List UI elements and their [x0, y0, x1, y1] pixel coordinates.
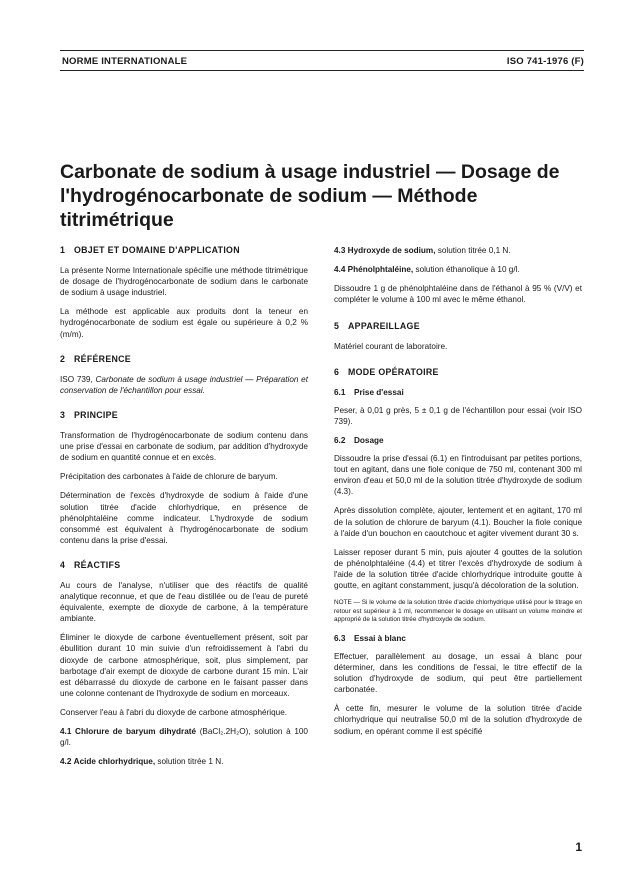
section-heading: 5 APPAREILLAGE [334, 321, 420, 332]
reagent-4-2: 4.2 Acide chlorhydrique, solution titrée 1 N. [60, 757, 224, 767]
header-standard-number: ISO 741-1976 (F) [506, 56, 584, 67]
title-line-2: l'hydrogénocarbonate de sodium — Méthode titrimétrique [60, 185, 478, 231]
reagent-4-1: 4.1 Chlorure de baryum dihydraté (BaCl₂.2H₂O), solution à 100 g/l. [60, 727, 308, 748]
page-number: 1 [575, 840, 582, 854]
subsection-heading: 6.3 Essai à blanc [334, 633, 406, 643]
paragraph: La méthode est applicable aux produits dont la teneur en hydrogénocarbonate de sodium est égale ou supérieure à 0,2 % (m/m). [60, 307, 308, 339]
left-column [60, 245, 308, 781]
section-1 [60, 245, 308, 340]
note: NOTE — Si le volume de la solution titrée d'acide chlorhydrique utilisé pour le titrage en retour est supérieur à 1 ml, recommencer le dosage en utilisant un volume moindre et approprié de la solution titrée d'hydroxyde de sodium. [334, 599, 582, 624]
section-heading: 4 RÉACTIFS [60, 559, 121, 570]
paragraph: Conserver l'eau à l'abri du dioxyde de carbone atmosphérique. [60, 707, 288, 717]
reagent-4-4: 4.4 Phénolphtaléine, solution éthanolique à 10 g/l. [334, 265, 520, 275]
section-heading: 3 PRINCIPE [60, 409, 118, 420]
subsection-heading: 6.1 Prise d'essai [334, 387, 404, 397]
section-3 [60, 410, 308, 546]
section-heading: 1 OBJET ET DOMAINE D'APPLICATION [60, 245, 240, 255]
reference: ISO 739, Carbonate de sodium à usage industriel — Préparation et conservation de l'échantillon pour essai. [60, 374, 308, 395]
paragraph: Effectuer, parallèlement au dosage, un essai à blanc pour déterminer, dans les conditions de l'essai, le titre effectif de la solution d'hydroxyde de sodium, qui peut être partiellement carbonatée. [334, 651, 582, 695]
header-standard-type: NORME INTERNATIONALE [62, 56, 188, 67]
paragraph: Éliminer le dioxyde de carbone éventuellement présent, soit par ébullition durant 10 min suivie d'un refroidissement à l'abri du dioxyde de carbone atmosphérique, soit, plus simplement, par barbotage d'air exempt de dioxyde de carbone durant 15 min. L'air est débarrassé du dioxyde de carbone en le faisant passer dans une colonne contenant de l'hydroxyde de sodium en morceaux. [60, 633, 308, 698]
paragraph: Dissoudre 1 g de phénolphtaléine dans de l'éthanol à 95 % (V/V) et compléter le volume à 100 ml avec le même éthanol. [334, 284, 582, 305]
paragraph: Dissoudre la prise d'essai (6.1) en l'introduisant par petites portions, tout en agitant, dans une fiole conique de 750 ml, contenant 300 ml environ d'eau et 50,0 ml de la solution titrée d'hydroxyde de sodium (4.3). [334, 454, 582, 497]
reagent-4-3: 4.3 Hydroxyde de sodium, solution titrée 0,1 N. [334, 246, 511, 255]
paragraph: La présente Norme Internationale spécifie une méthode titrimétrique de dosage de l'hydrogénocarbonate de sodium dans le carbonate de sodium à usage industriel. [60, 266, 308, 298]
section-5 [334, 321, 582, 352]
header-rule-bottom [60, 70, 584, 71]
right-column [334, 245, 582, 751]
section-2 [60, 354, 308, 396]
section-6 [334, 367, 582, 737]
title-line-1: Carbonate de sodium à usage industriel — Dosage de [60, 161, 560, 183]
paragraph: À cette fin, mesurer le volume de la solution titrée d'acide chlorhydrique qui neutralise 50,0 ml de la solution d'hydroxyde de sodium, en opérant comme il est spécifié [334, 704, 582, 736]
paragraph: Précipitation des carbonates à l'aide de chlorure de baryum. [60, 472, 278, 482]
paragraph: Après dissolution complète, ajouter, lentement et en agitant, 170 ml de la solution de chlorure de baryum (4.1). Boucher la fiole conique à l'aide d'un bouchon en caoutchouc et agiter vivement durant 30 s. [334, 506, 582, 538]
subsection-heading: 6.2 Dosage [334, 435, 384, 445]
paragraph: Détermination de l'excès d'hydroxyde de sodium à l'aide d'une solution titrée d'acide chlorhydrique, en présence de phénolphtaléine comme indicateur. L'hydroxyde de sodium consommé est équivalent à l'hydrogénocarbonate de sodium contenu dans la prise d'essai. [60, 491, 308, 545]
section-4 [60, 560, 308, 767]
section-heading: 2 RÉFÉRENCE [60, 353, 131, 364]
paragraph: Au cours de l'analyse, n'utiliser que des réactifs de qualité analytique reconnue, et que de l'eau distillée ou de l'eau de pureté équivalente, exempte de dioxyde de carbone, à la température ambiante. [60, 580, 308, 624]
section-heading: 6 MODE OPÉRATOIRE [334, 366, 439, 377]
document-title [60, 160, 580, 232]
paragraph: Matériel courant de laboratoire. [334, 342, 448, 352]
header-rule-top [60, 50, 584, 51]
paragraph: Transformation de l'hydrogénocarbonate de sodium contenu dans une prise d'essai en carbonate de sodium, par addition d'hydroxyde de sodium en quantité connue et en excès. [60, 431, 308, 463]
paragraph: Peser, à 0,01 g près, 5 ± 0,1 g de l'échantillon pour essai (voir ISO 739). [334, 405, 582, 426]
paragraph: Laisser reposer durant 5 min, puis ajouter 4 gouttes de la solution de phénolphtaléine (4.4) et titrer l'excès d'hydroxyde de sodium à l'aide de la solution titrée d'acide chlorhydrique introduite goutte à goutte, en agitant constamment, jusqu'à décoloration de la solution. [334, 547, 582, 590]
